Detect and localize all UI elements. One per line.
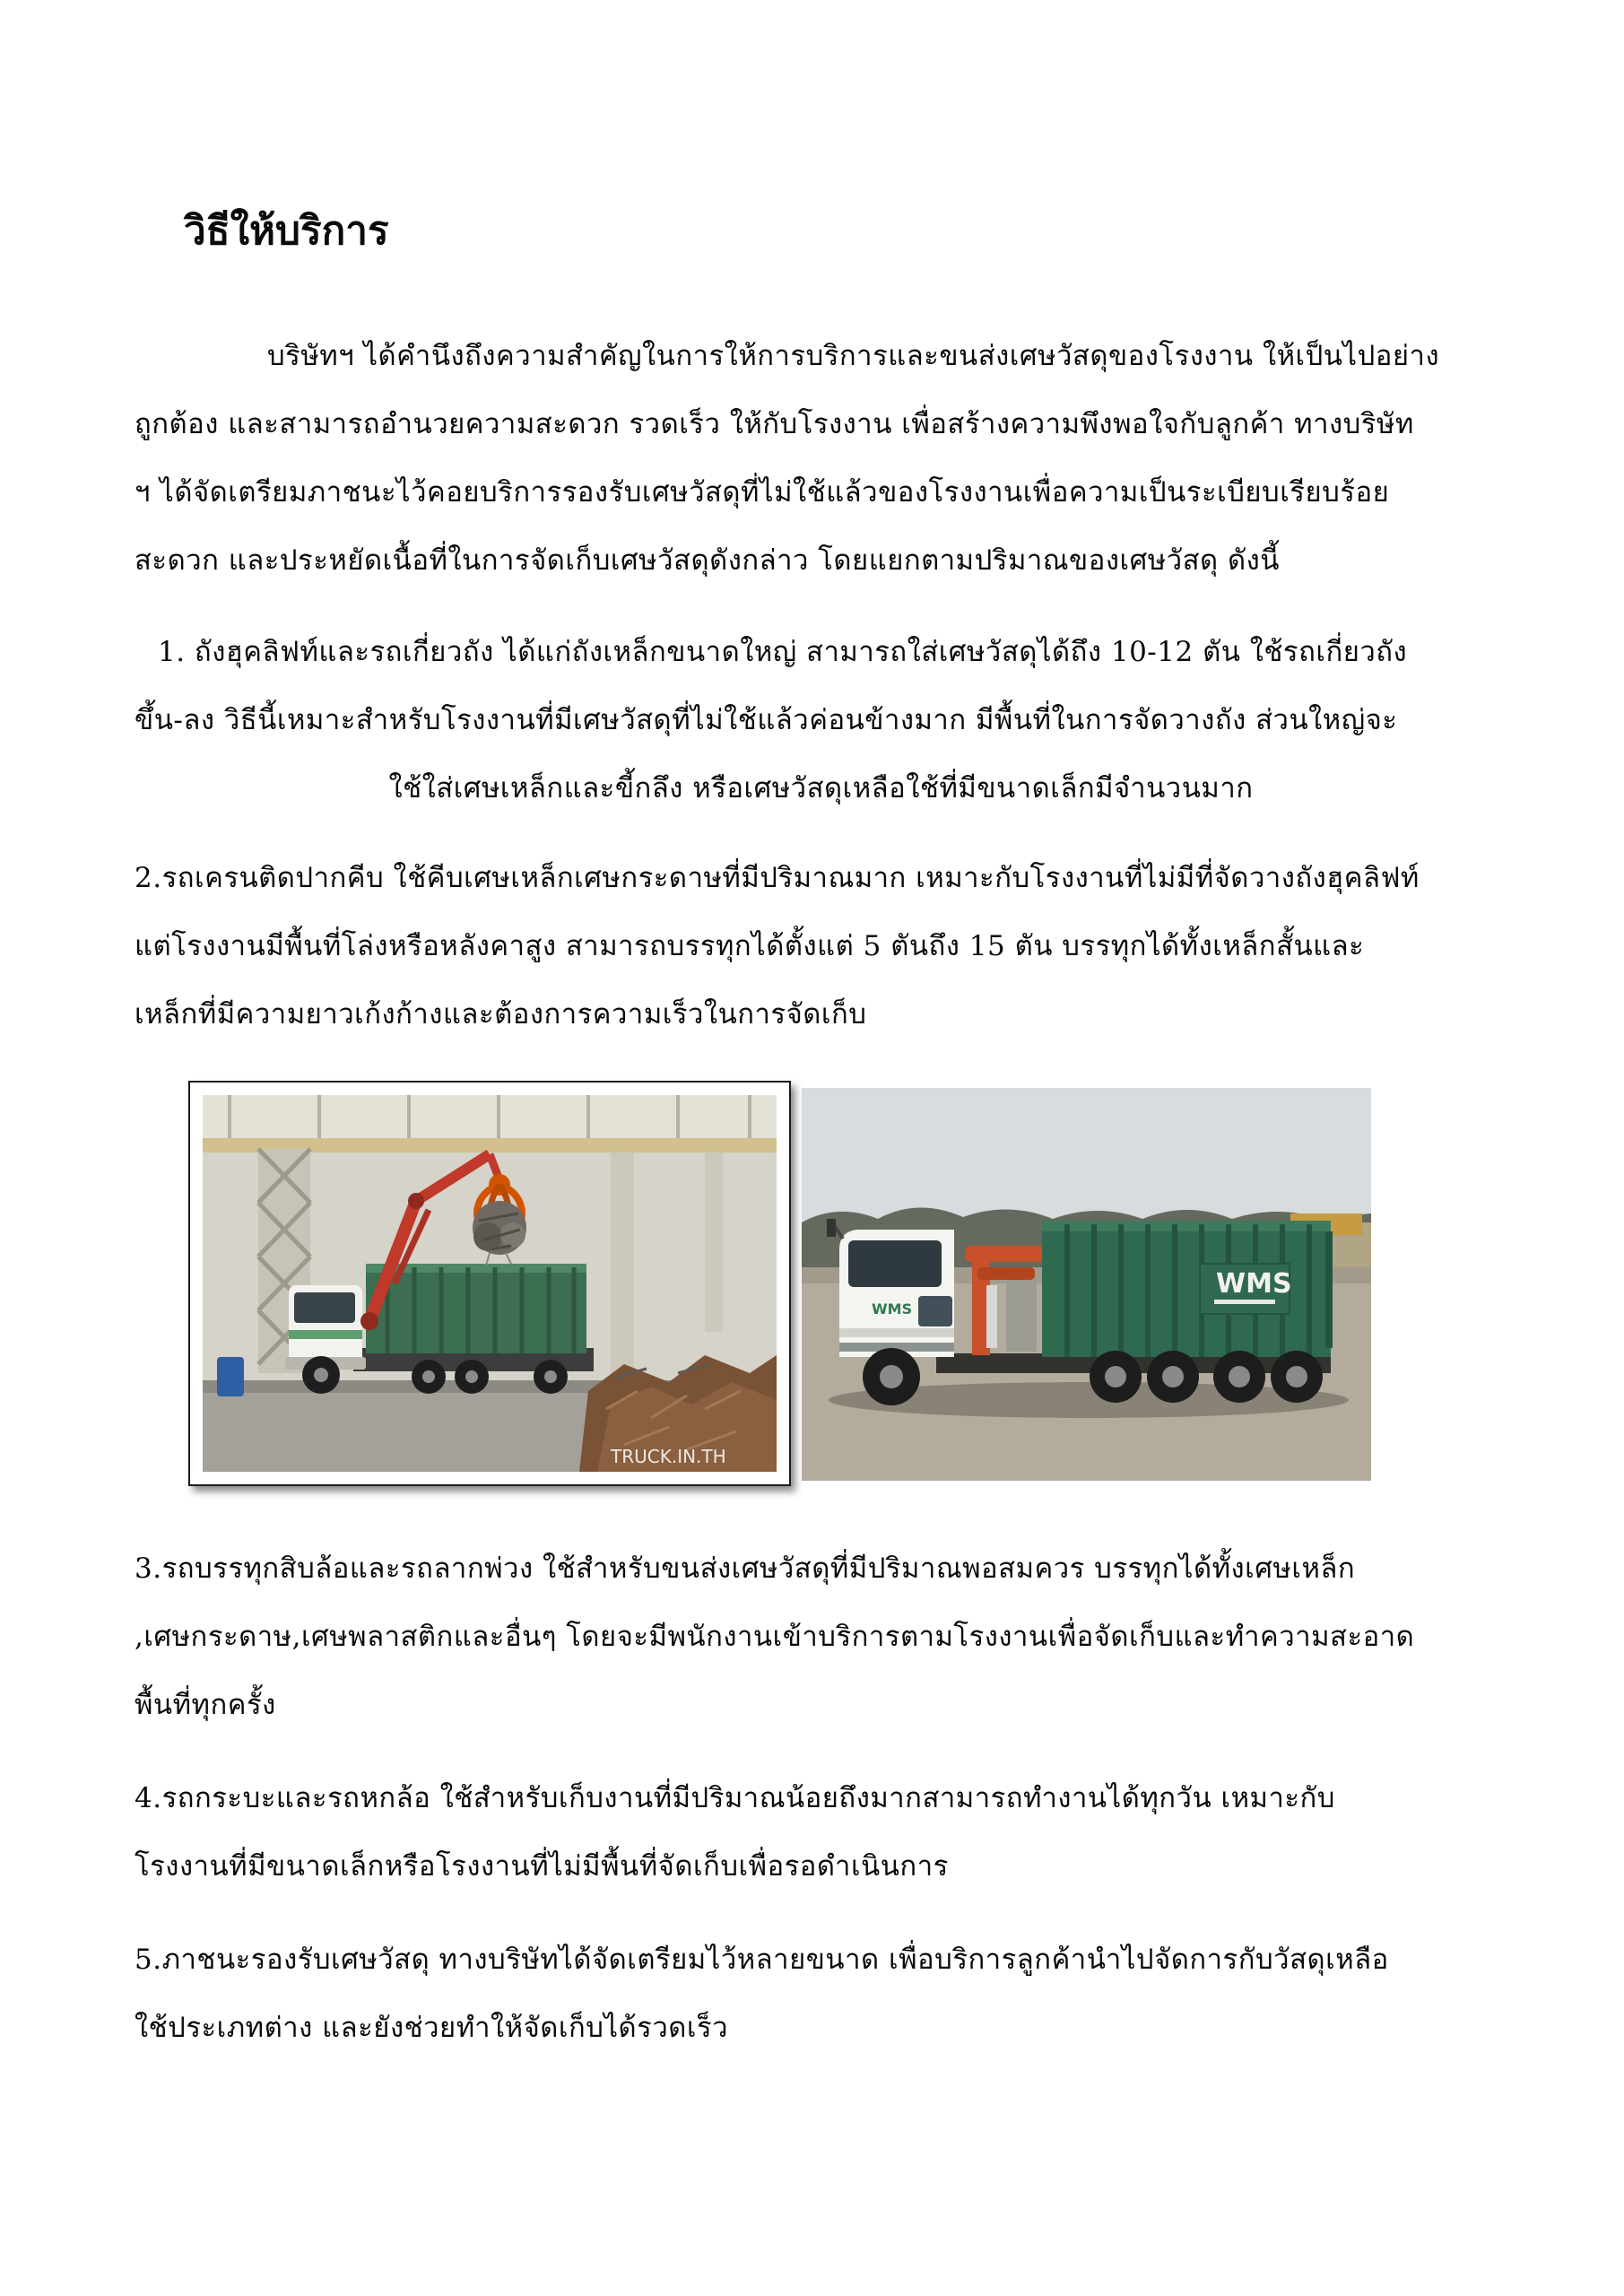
- paragraph-line: ,เศษกระดาษ,เศษพลาสติกและอื่นๆ โดยจะมีพนักงานเข้าบริการตามโรงงานเพื่อจัดเก็บและทำความสะอาด: [135, 1621, 1415, 1653]
- paragraph-line: ฯ ได้จัดเตรียมภาชนะไว้คอยบริการรองรับเศษวัสดุที่ไม่ใช้แล้วของโรงงานเพื่อความเป็นระเบียบเรียบร้อย: [135, 476, 1390, 509]
- container-rear-rail: [1325, 1231, 1333, 1348]
- crane-base: [1006, 1280, 1037, 1352]
- list-item-1-hooklift: [135, 618, 1507, 822]
- paragraph-line: สะดวก และประหยัดเนื้อที่ในการจัดเก็บเศษวัสดุดังกล่าว โดยแยกตามปริมาณของเศษวัสดุ ดังนี้: [135, 544, 1280, 577]
- paragraph-line: 3.รถบรรทุกสิบล้อและรถลากพ่วง ใช้สำหรับขนส่งเศษวัสดุที่มีปริมาณพอสมควร บรรทุกได้ทั้งเศษเหล็ก: [135, 1552, 1356, 1585]
- list-item-2-crane-truck: [135, 844, 1507, 1048]
- page-title: วิธีให้บริการ: [184, 208, 389, 254]
- list-item-3-ten-wheel-truck: [135, 1535, 1507, 1739]
- paragraph-line: 2.รถเครนติดปากคีบ ใช้คีบเศษเหล็กเศษกระดาษที่มีปริมาณมาก เหมาะกับโรงงานที่ไม่มีที่จัดวางถังฮุคลิฟท์: [135, 862, 1420, 894]
- container-logo-text: WMS: [1216, 1268, 1292, 1300]
- right-photo-rolloff-truck: [802, 1088, 1371, 1481]
- steel-column: [611, 1152, 634, 1377]
- hydraulic-cylinder: [986, 1285, 997, 1348]
- green-container: [1042, 1221, 1333, 1357]
- left-photo-crane-grapple: [203, 1095, 777, 1472]
- paragraph-line: ใช้ใส่เศษเหล็กและขี้กลึง หรือเศษวัสดุเหลือใช้ที่มีขนาดเล็กมีจำนวนมาก: [388, 772, 1254, 804]
- blue-barrel: [217, 1357, 244, 1396]
- list-item-4-pickup-truck: [135, 1764, 1507, 1900]
- paragraph-line: 4.รถกระบะและรถหกล้อ ใช้สำหรับเก็บงานที่มีปริมาณน้อยถึงมากสามารถทำงานได้ทุกวัน เหมาะกับ: [135, 1782, 1335, 1814]
- watermark-text: TRUCK.IN.TH: [611, 1446, 726, 1467]
- warehouse-roof: [203, 1095, 777, 1142]
- mirror: [827, 1219, 836, 1237]
- paragraph-line: 1. ถังฮุคลิฟท์และรถเกี่ยวถัง ได้แก่ถังเหล็กขนาดใหญ่ สามารถใส่เศษวัสดุได้ถึง 10-12 ตัน ใช้รถเกี่ยวถัง: [158, 636, 1408, 668]
- paragraph-line: ถูกต้อง และสามารถอำนวยความสะดวก รวดเร็ว ให้กับโรงงาน เพื่อสร้างความพึงพอใจกับลูกค้า ทางบริษัท: [135, 408, 1414, 440]
- left-photo-frame: [188, 1081, 791, 1486]
- paragraph-line: เหล็กที่มีความยาวเก้งก้างและต้องการความเร็วในการจัดเก็บ: [135, 998, 867, 1031]
- right-photo: [802, 1088, 1371, 1481]
- photo-row: [135, 1081, 1507, 1493]
- paragraph-line: 5.ภาชนะรองรับเศษวัสดุ ทางบริษัทได้จัดเตรียมไว้หลายขนาด เพื่อบริการลูกค้านำไปจัดการกับวัสดุเหลือ: [135, 1944, 1389, 1976]
- intro-paragraph: [135, 322, 1507, 595]
- windshield: [294, 1292, 355, 1323]
- list-item-5-containers: [135, 1926, 1507, 2062]
- paragraph-line: ใช้ประเภทต่าง และยังช่วยทำให้จัดเก็บได้รวดเร็ว: [135, 2012, 729, 2044]
- paragraph-line: พื้นที่ทุกครั้ง: [135, 1689, 276, 1721]
- paragraph-line: แต่โรงงานมีพื้นที่โล่งหรือหลังคาสูง สามารถบรรทุกได้ตั้งแต่ 5 ตันถึง 15 ตัน บรรทุกได้ทั้งเหล็กสั้นและ: [135, 930, 1365, 962]
- steel-column: [705, 1152, 723, 1332]
- truck-cab: [827, 1219, 954, 1357]
- paragraph-line: ขึ้น-ลง วิธีนี้เหมาะสำหรับโรงงานที่มีเศษวัสดุที่ไม่ใช้แล้วค่อนข้างมาก มีพื้นที่ในการจัดวางถัง ส่วนใหญ่จะ: [135, 704, 1398, 736]
- paragraph-line: บริษัทฯ ได้คำนึงถึงความสำคัญในการให้การบริการและขนส่งเศษวัสดุของโรงงาน ให้เป็นไปอย่าง: [267, 340, 1440, 372]
- paragraph-line: โรงงานที่มีขนาดเล็กหรือโรงงานที่ไม่มีพื้นที่จัดเก็บเพื่อรอดำเนินการ: [135, 1850, 949, 1883]
- windshield: [848, 1240, 942, 1287]
- cab-logo-text: WMS: [872, 1300, 913, 1318]
- side-window: [918, 1296, 952, 1326]
